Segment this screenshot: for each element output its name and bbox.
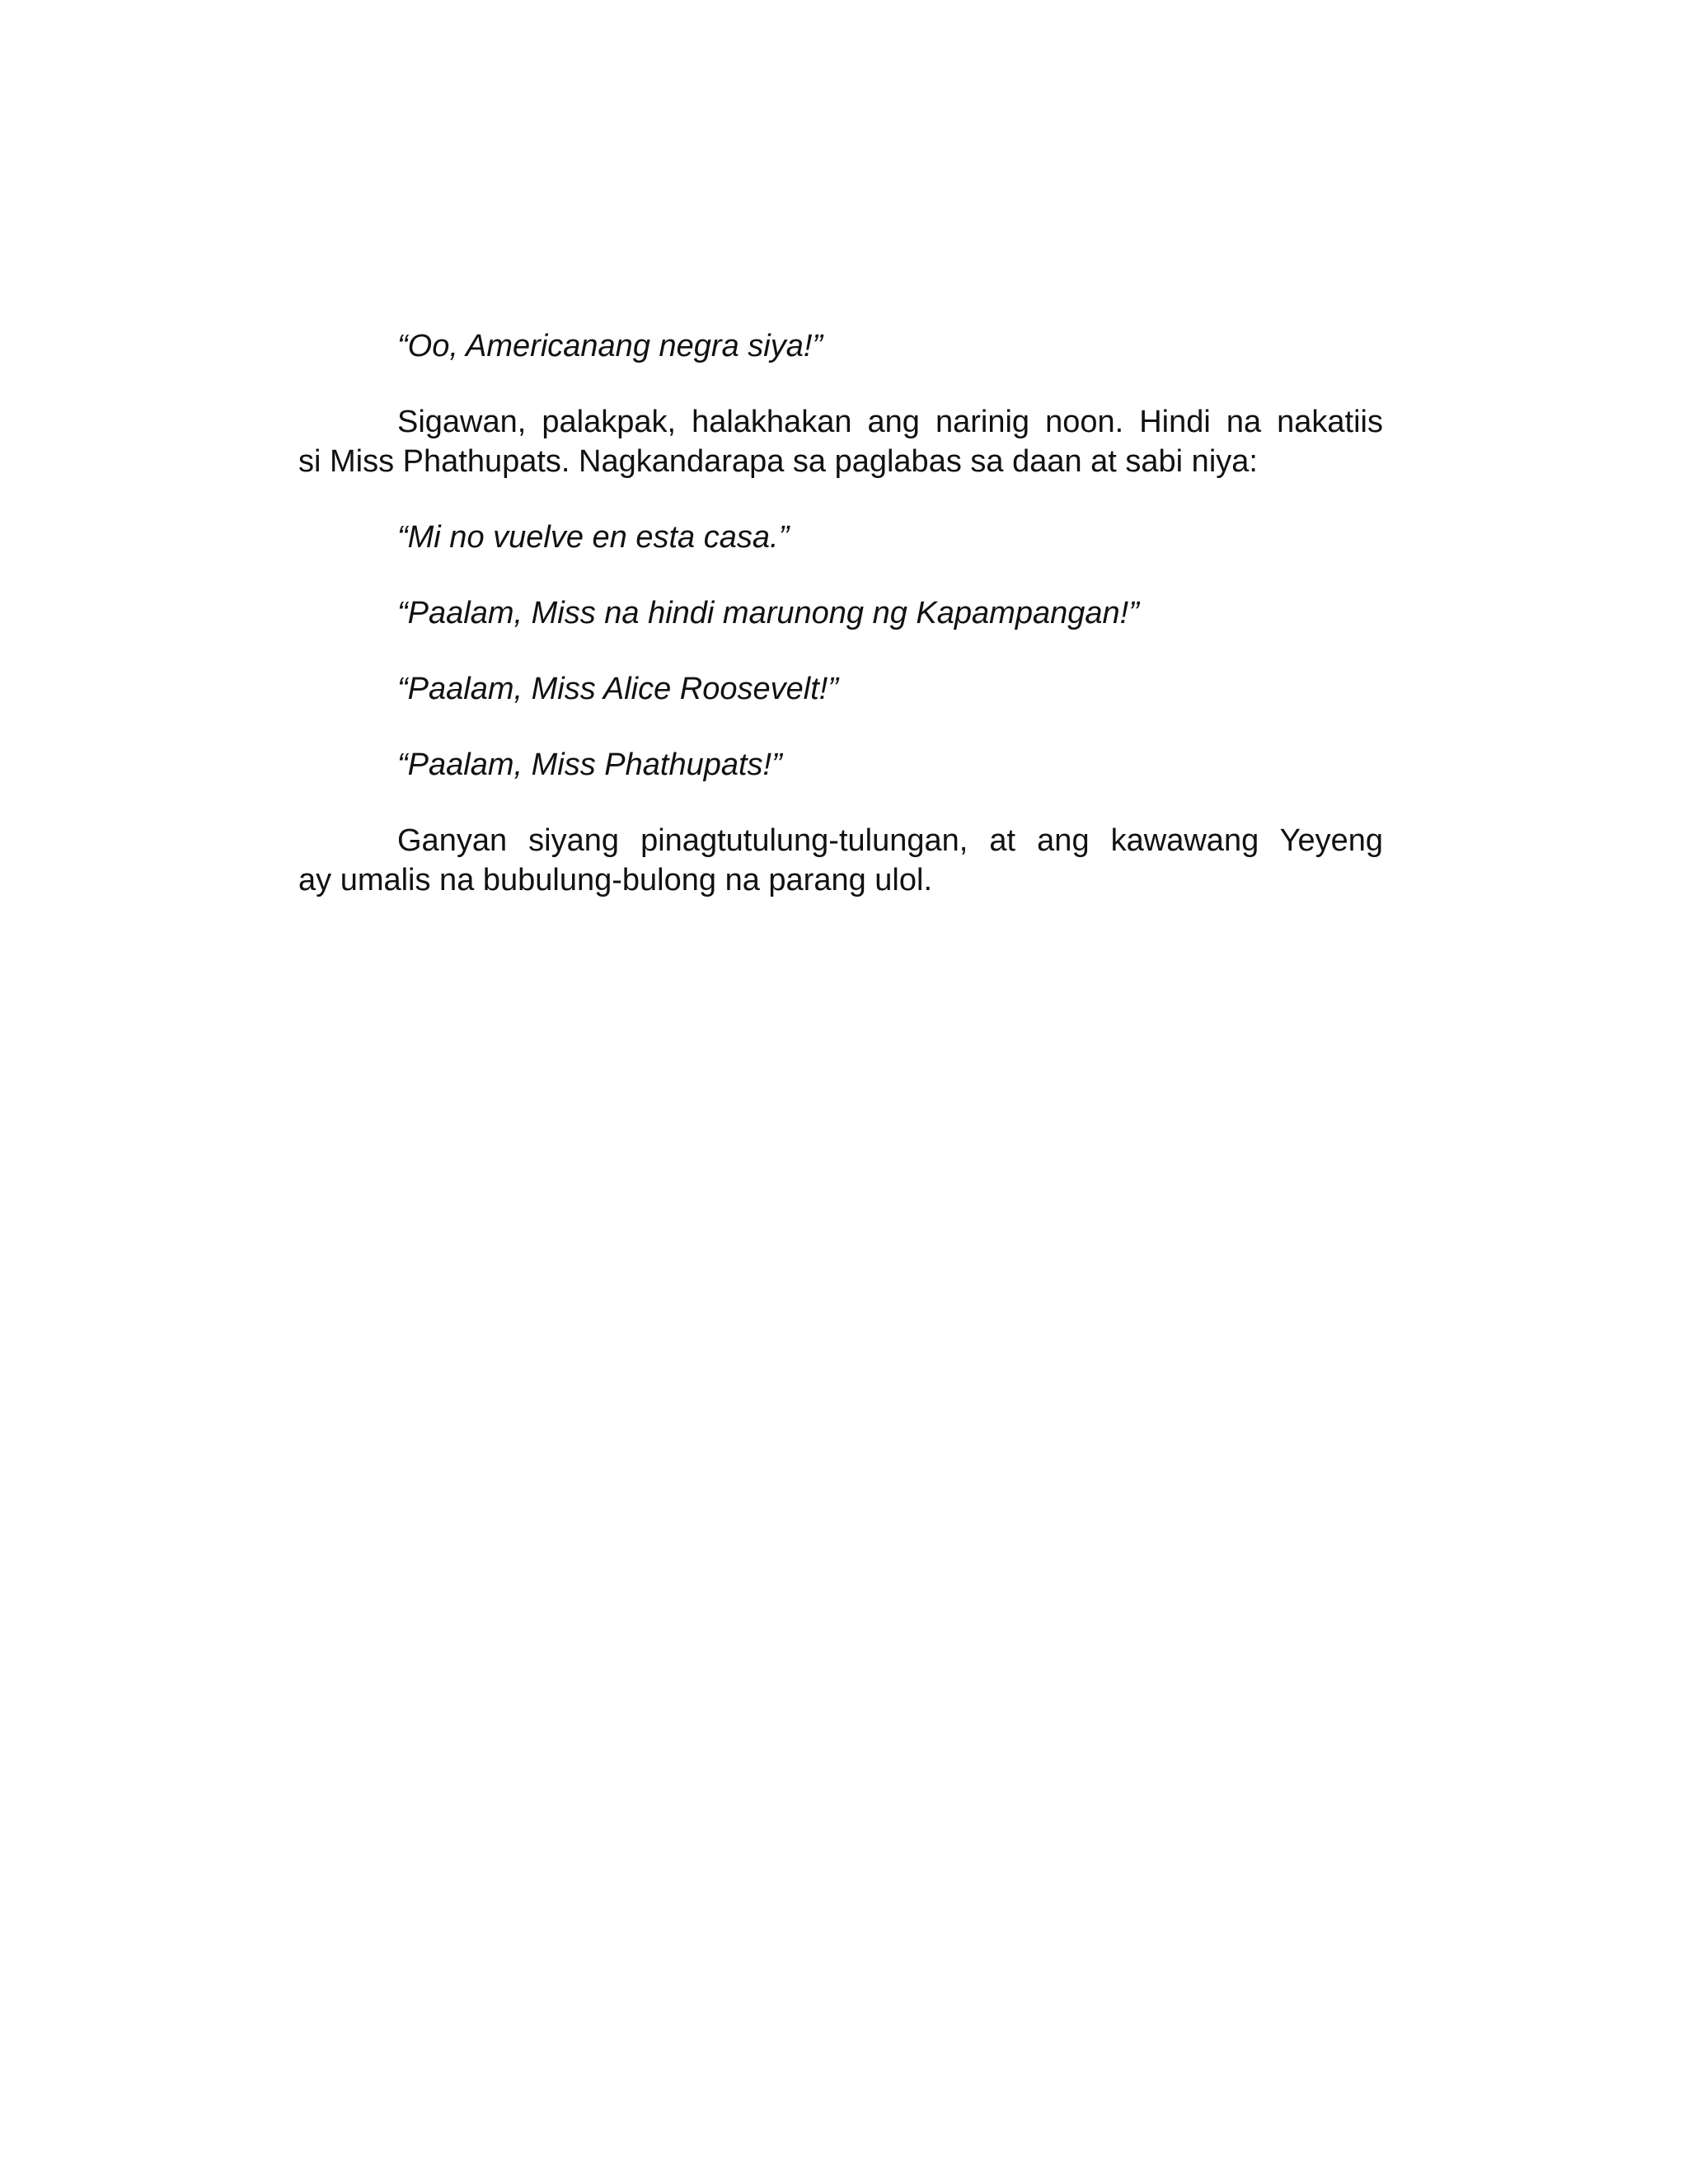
paragraph-4-line-1: “Paalam, Miss na hindi marunong ng Kapampangan!” xyxy=(397,596,1139,630)
paragraph-4 xyxy=(298,593,1383,633)
paragraph-5 xyxy=(298,669,1383,709)
document-body xyxy=(298,326,1383,936)
paragraph-2-line-1: Sigawan, palakpak, halakhakan ang narinig noon. Hindi na nakatiis xyxy=(397,405,1383,439)
paragraph-5-line-1: “Paalam, Miss Alice Roosevelt!” xyxy=(397,672,838,706)
paragraph-3-line-1: “Mi no vuelve en esta casa.” xyxy=(397,520,790,555)
paragraph-7-line-1: Ganyan siyang pinagtutulung-tulungan, at ang kawawang Yeyeng xyxy=(397,823,1383,858)
paragraph-3 xyxy=(298,518,1383,557)
paragraph-7 xyxy=(298,821,1383,900)
paragraph-6 xyxy=(298,745,1383,785)
paragraph-1 xyxy=(298,326,1383,366)
paragraph-7-line-2: ay umalis na bubulung-bulong na parang ulol. xyxy=(298,863,932,898)
paragraph-6-line-1: “Paalam, Miss Phathupats!” xyxy=(397,748,782,782)
paragraph-2-line-2: si Miss Phathupats. Nagkandarapa sa paglabas sa daan at sabi niya: xyxy=(298,444,1258,479)
paragraph-1-line-1: “Oo, Americanang negra siya!” xyxy=(397,329,823,363)
paragraph-2 xyxy=(298,402,1383,481)
